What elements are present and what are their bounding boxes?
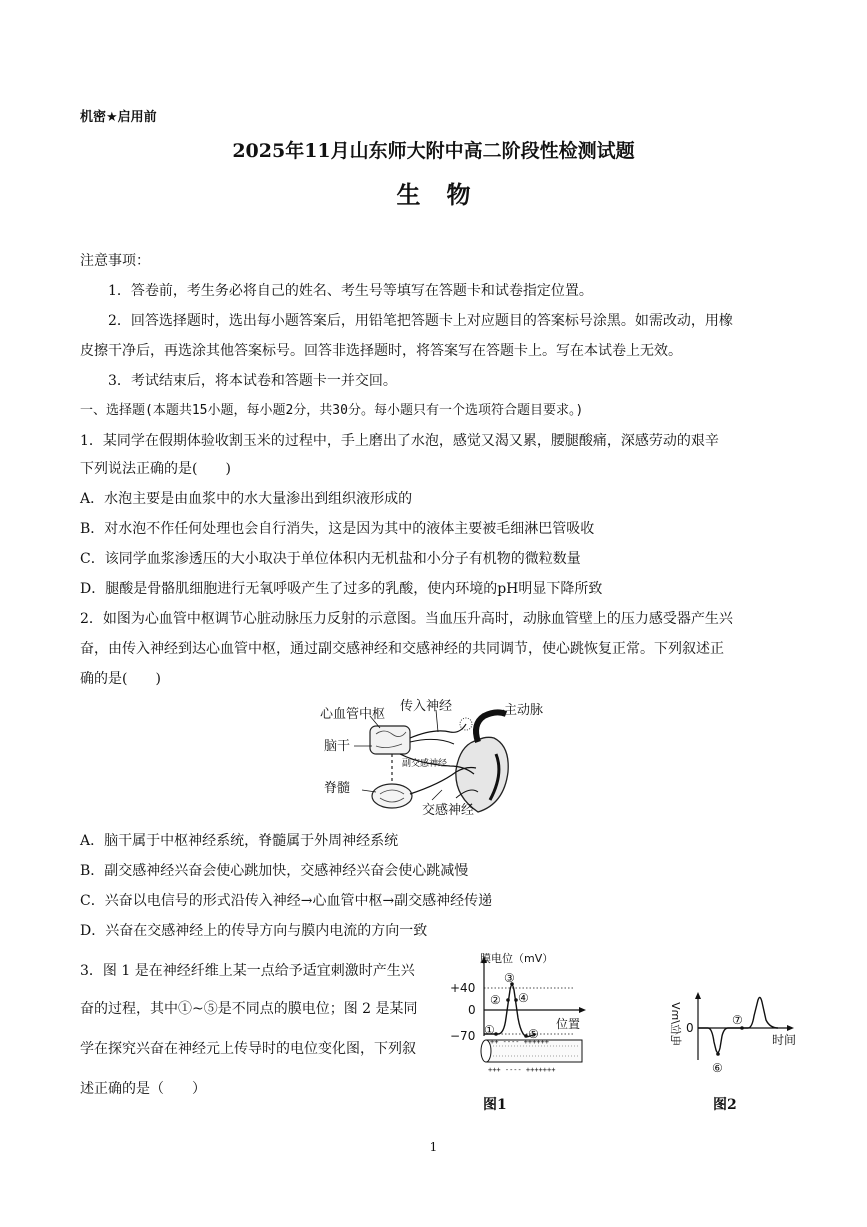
q2-stem-line1: 2．如图为心血管中枢调节心脏动脉压力反射的示意图。当血压升高时，动脉血管壁上的压力感受器产生兴	[80, 611, 733, 627]
note-item-3: 3．考试结束后，将本试卷和答题卡一并交回。	[108, 373, 397, 389]
fig1-point-1: ①	[484, 1023, 495, 1037]
note-item-2-cont: 皮擦干净后，再选涂其他答案标号。回答非选择题时，将答案写在答题卡上。写在本试卷上无效。	[80, 343, 682, 359]
q2-option-c: C．兴奋以电信号的形式沿传入神经→心血管中枢→副交感神经传递	[80, 893, 493, 909]
label-brainstem: 脑干	[324, 739, 351, 754]
q2-option-a: A．脑干属于中枢神经系统，脊髓属于外周神经系统	[80, 833, 399, 849]
q1-option-a: A．水泡主要是由血浆中的水大量渗出到组织液形成的	[80, 491, 413, 507]
fig1-tick-neg70: −70	[450, 1029, 476, 1043]
exam-title: 2025年11月山东师大附中高二阶段性检测试题	[232, 140, 635, 162]
label-aorta: 主动脉	[504, 703, 544, 718]
heart-shape	[456, 737, 508, 812]
spinal-cord-shape	[372, 784, 412, 808]
baroreflex-diagram	[318, 694, 548, 824]
fig2-ylabel: 电位/mV	[669, 1002, 682, 1046]
q1-stem-line1: 1．某同学在假期体验收割玉米的过程中，手上磨出了水泡，感觉又渴又累，腰腿酸痛，深感劳动的艰辛	[80, 433, 719, 449]
fig1-point-5: ⑤	[528, 1027, 539, 1041]
q3-stem-line2: 奋的过程，其中①~⑤是不同点的膜电位；图 2 是某同	[80, 1001, 418, 1017]
label-spinal-cord: 脊髓	[324, 781, 351, 796]
q1-option-c: C．该同学血浆渗透压的大小取决于单位体积内无机盐和小分子有机物的微粒数量	[80, 551, 581, 567]
fig1-tick-zero: 0	[468, 1003, 476, 1017]
label-cardiovascular-center: 心血管中枢	[320, 707, 386, 722]
subject-title: 生物	[396, 180, 497, 209]
note-item-1: 1．答卷前，考生务必将自己的姓名、考生号等填写在答题卡和试卷指定位置。	[108, 283, 593, 299]
fig2-tick-zero: 0	[686, 1021, 694, 1035]
q2-stem-line2: 奋，由传入神经到达心血管中枢，通过副交感神经和交感神经的共同调节，使心跳恢复正常。下列叙述正	[80, 641, 724, 657]
page-number: 1	[429, 1140, 438, 1154]
fig1-point-2: ②	[490, 993, 501, 1007]
fig1-point-3: ③	[504, 971, 515, 985]
fig1-ylabel: 膜电位（mV）	[480, 952, 554, 965]
q2-stem-line3: 确的是( )	[80, 671, 161, 687]
cardiovascular-center-shape	[370, 726, 410, 754]
fig1-xlabel: 位置	[556, 1017, 581, 1031]
q2-option-d: D．兴奋在交感神经上的传导方向与膜内电流的方向一致	[80, 923, 428, 939]
figure-1-action-potential	[446, 948, 596, 1086]
fig2-caption: 图2	[713, 1097, 737, 1113]
q1-stem-line2: 下列说法正确的是( )	[80, 461, 231, 477]
fig1-tick-pos40: +40	[450, 981, 476, 995]
label-sympathetic-nerve: 交感神经	[422, 803, 475, 818]
label-parasympathetic-nerve: 副交感神经	[402, 759, 448, 769]
note-item-2: 2．回答选择题时，选出每小题答案后，用铅笔把答题卡上对应题目的答案标号涂黑。如需改动，用橡	[108, 313, 733, 329]
q1-option-b: B．对水泡不作任何处理也会自行消失，这是因为其中的液体主要被毛细淋巴管吸收	[80, 521, 595, 537]
fig1-point-4: ④	[518, 991, 529, 1005]
fig1-charges-bottom: +++ ---- +++++++	[488, 1066, 556, 1074]
fig1-caption: 图1	[483, 1097, 507, 1113]
fig2-xlabel: 时间	[772, 1033, 797, 1047]
confidential-label: 机密★启用前	[80, 110, 157, 125]
section-heading: 一、选择题(本题共15小题，每小题2分，共30分。每小题只有一个选项符合题目要求。)	[80, 403, 584, 418]
label-afferent-nerve: 传入神经	[400, 699, 453, 714]
notes-heading: 注意事项：	[80, 253, 150, 269]
fig2-point-7: ⑦	[732, 1013, 743, 1027]
fig1-charges-top: ++ ---- ++++++	[490, 1038, 550, 1046]
q2-option-b: B．副交感神经兴奋会使心跳加快，交感神经兴奋会使心跳减慢	[80, 863, 469, 879]
figure-2-potential-change	[656, 990, 806, 1074]
q3-stem-line4: 述正确的是（ ）	[80, 1081, 206, 1097]
q1-option-d: D．腿酸是骨骼肌细胞进行无氧呼吸产生了过多的乳酸，使内环境的pH明显下降所致	[80, 581, 603, 597]
q3-stem-line3: 学在探究兴奋在神经元上传导时的电位变化图，下列叙	[80, 1041, 416, 1057]
q3-stem-line1: 3．图 1 是在神经纤维上某一点给予适宜刺激时产生兴	[80, 963, 415, 979]
fig2-point-6: ⑥	[712, 1061, 723, 1074]
